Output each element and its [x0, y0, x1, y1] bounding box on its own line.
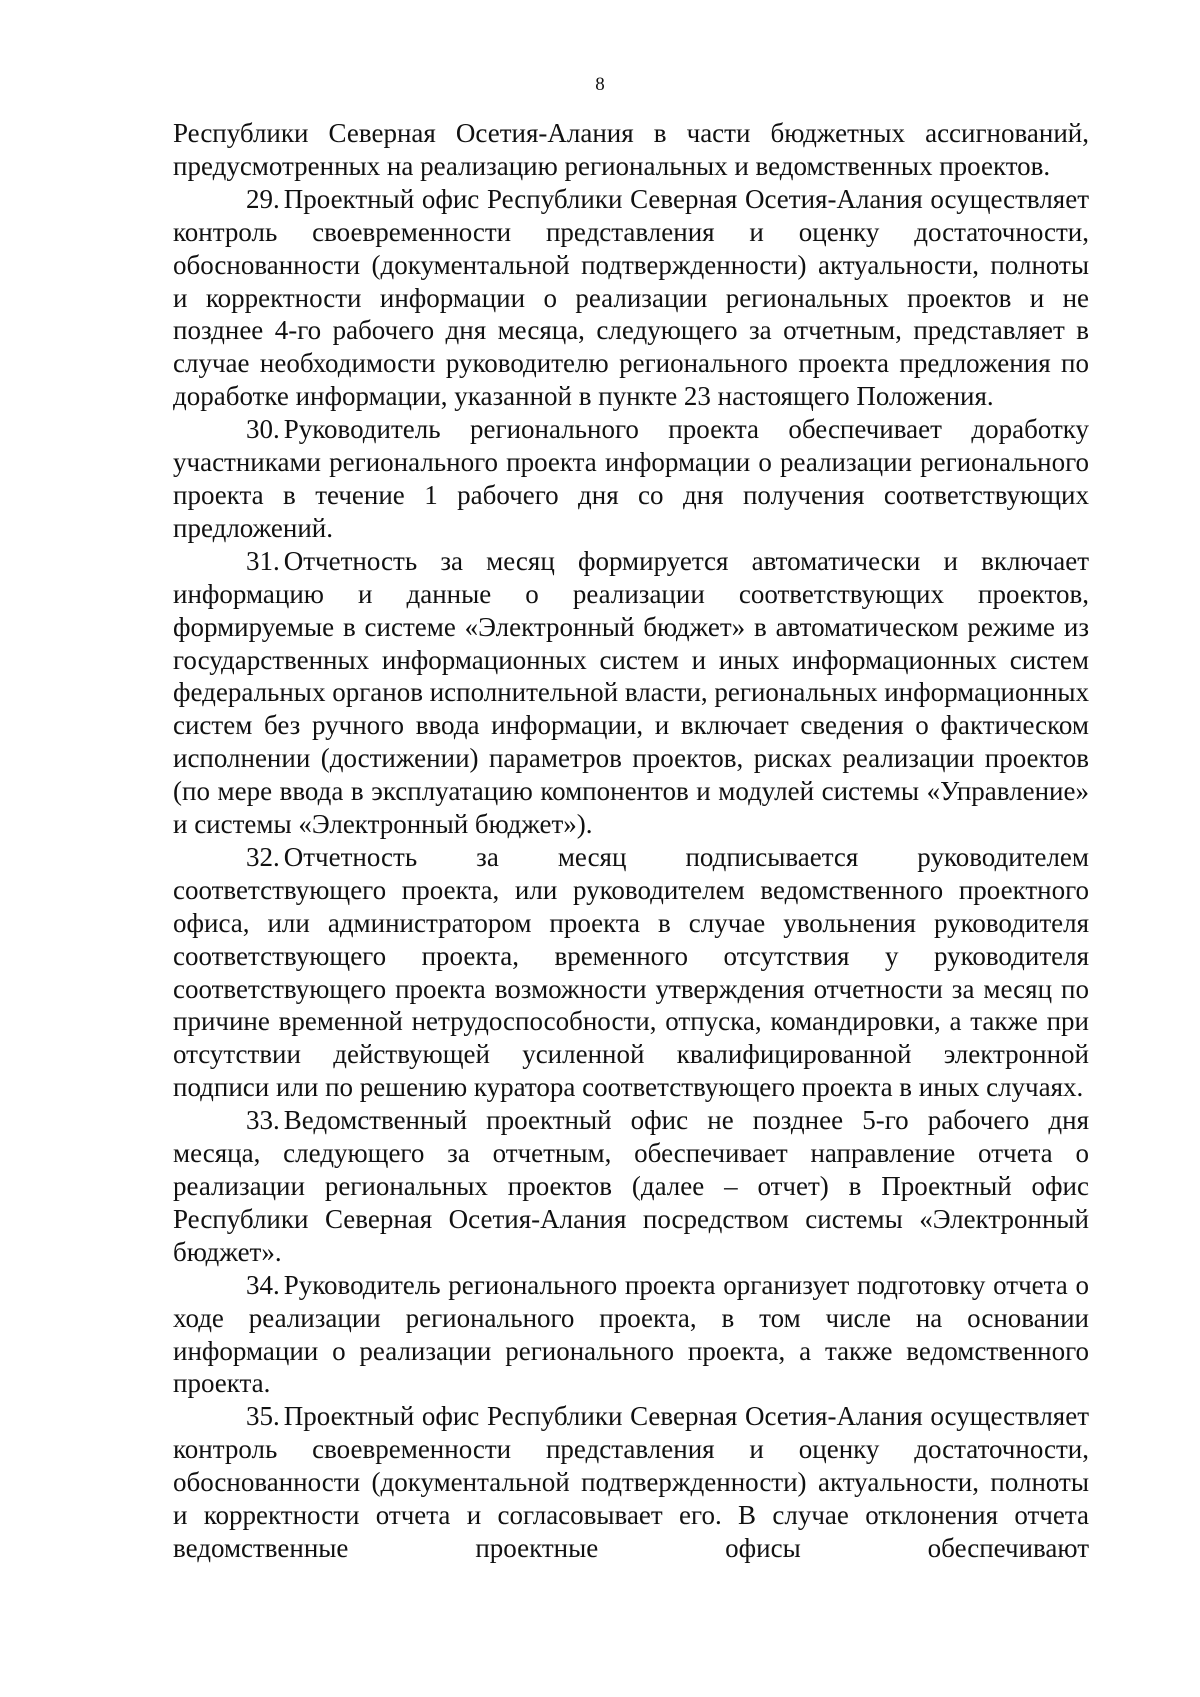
page-number: 8: [595, 74, 605, 95]
paragraph-32: [173, 841, 1089, 1104]
paragraph-number: 30.: [246, 414, 280, 445]
paragraph-text: Отчетность за месяц формируется автоматически и включает информацию и данные о реализации соответствующих проектов, формируемые в системе «Электронный бюджет» в автоматическом режиме из государственных информационных систем и иных информационных систем федеральных органов исполнительной власти, региональных информационных систем без ручного ввода информации, и включает сведения о фактическом исполнении (достижении) параметров проектов, рисках реализации проектов (по мере ввода в эксплуатацию компонентов и модулей системы «Управление» и системы «Электронный бюджет»).: [173, 545, 1090, 840]
paragraph-30: [173, 413, 1089, 545]
paragraph-text: Проектный офис Республики Северная Осетия-Алания осуществляет контроль своевременности представления и оценку достаточности, обоснованности (документальной подтвержденности) актуальности, полноты и корректности информации о реализации региональных проектов и не позднее 4-го рабочего дня месяца, следующего за отчетным, представляет в случае необходимости руководителю регионального проекта предложения по доработке информации, указанной в пункте 23 настоящего Положения.: [173, 183, 1089, 412]
paragraph-number: 35.: [246, 1401, 280, 1432]
paragraph-text: Руководитель регионального проекта обеспечивает доработку участниками регионального проекта информации о реализации регионального проекта в течение 1 рабочего дня со дня получения соответствующих предложений.: [173, 414, 1089, 543]
paragraph-number: 31.: [246, 545, 280, 576]
paragraph-34: [173, 1269, 1089, 1401]
paragraph-number: 33.: [246, 1105, 280, 1136]
paragraph-text: Ведомственный проектный офис не позднее 5-го рабочего дня месяца, следующего за отчетным, обеспечивает направление отчета о реализации региональных проектов (далее – отчет) в Проектный офис Республики Северная Осетия-Алания посредством системы «Электронный бюджет».: [173, 1105, 1089, 1267]
paragraph-35: [173, 1400, 1089, 1565]
paragraph-number: 34.: [246, 1269, 280, 1300]
paragraph-number: 29.: [246, 183, 280, 214]
paragraph-33: [173, 1104, 1089, 1269]
paragraph-31: [173, 545, 1089, 841]
document-body: [173, 117, 1089, 1565]
paragraph-text: Руководитель регионального проекта организует подготовку отчета о ходе реализации регионального проекта, в том числе на основании информации о реализации регионального проекта, а также ведомственного проекта.: [173, 1269, 1089, 1399]
paragraph-text: Республики Северная Осетия-Алания в части бюджетных ассигнований, предусмотренных на реализацию региональных и ведомственных проектов.: [173, 118, 1089, 181]
paragraph-number: 32.: [246, 841, 280, 872]
paragraph-continuation: [173, 117, 1089, 183]
paragraph-29: [173, 183, 1089, 413]
paragraph-text: Отчетность за месяц подписывается руководителем соответствующего проекта, или руководителем ведомственного проектного офиса, или администратором проекта в случае увольнения руководителя соответствующего проекта, временного отсутствия у руководителя соответствующего проекта возможности утверждения отчетности за месяц по причине временной нетрудоспособности, отпуска, командировки, а также при отсутствии действующей усиленной квалифицированной электронной подписи или по решению куратора соответствующего проекта в иных случаях.: [173, 841, 1089, 1103]
paragraph-text: Проектный офис Республики Северная Осетия-Алания осуществляет контроль своевременности представления и оценку достаточности, обоснованности (документальной подтвержденности) актуальности, полноты и корректности отчета и согласовывает его. В случае отклонения отчета ведомственные проектные офисы обеспечивают: [173, 1401, 1089, 1563]
